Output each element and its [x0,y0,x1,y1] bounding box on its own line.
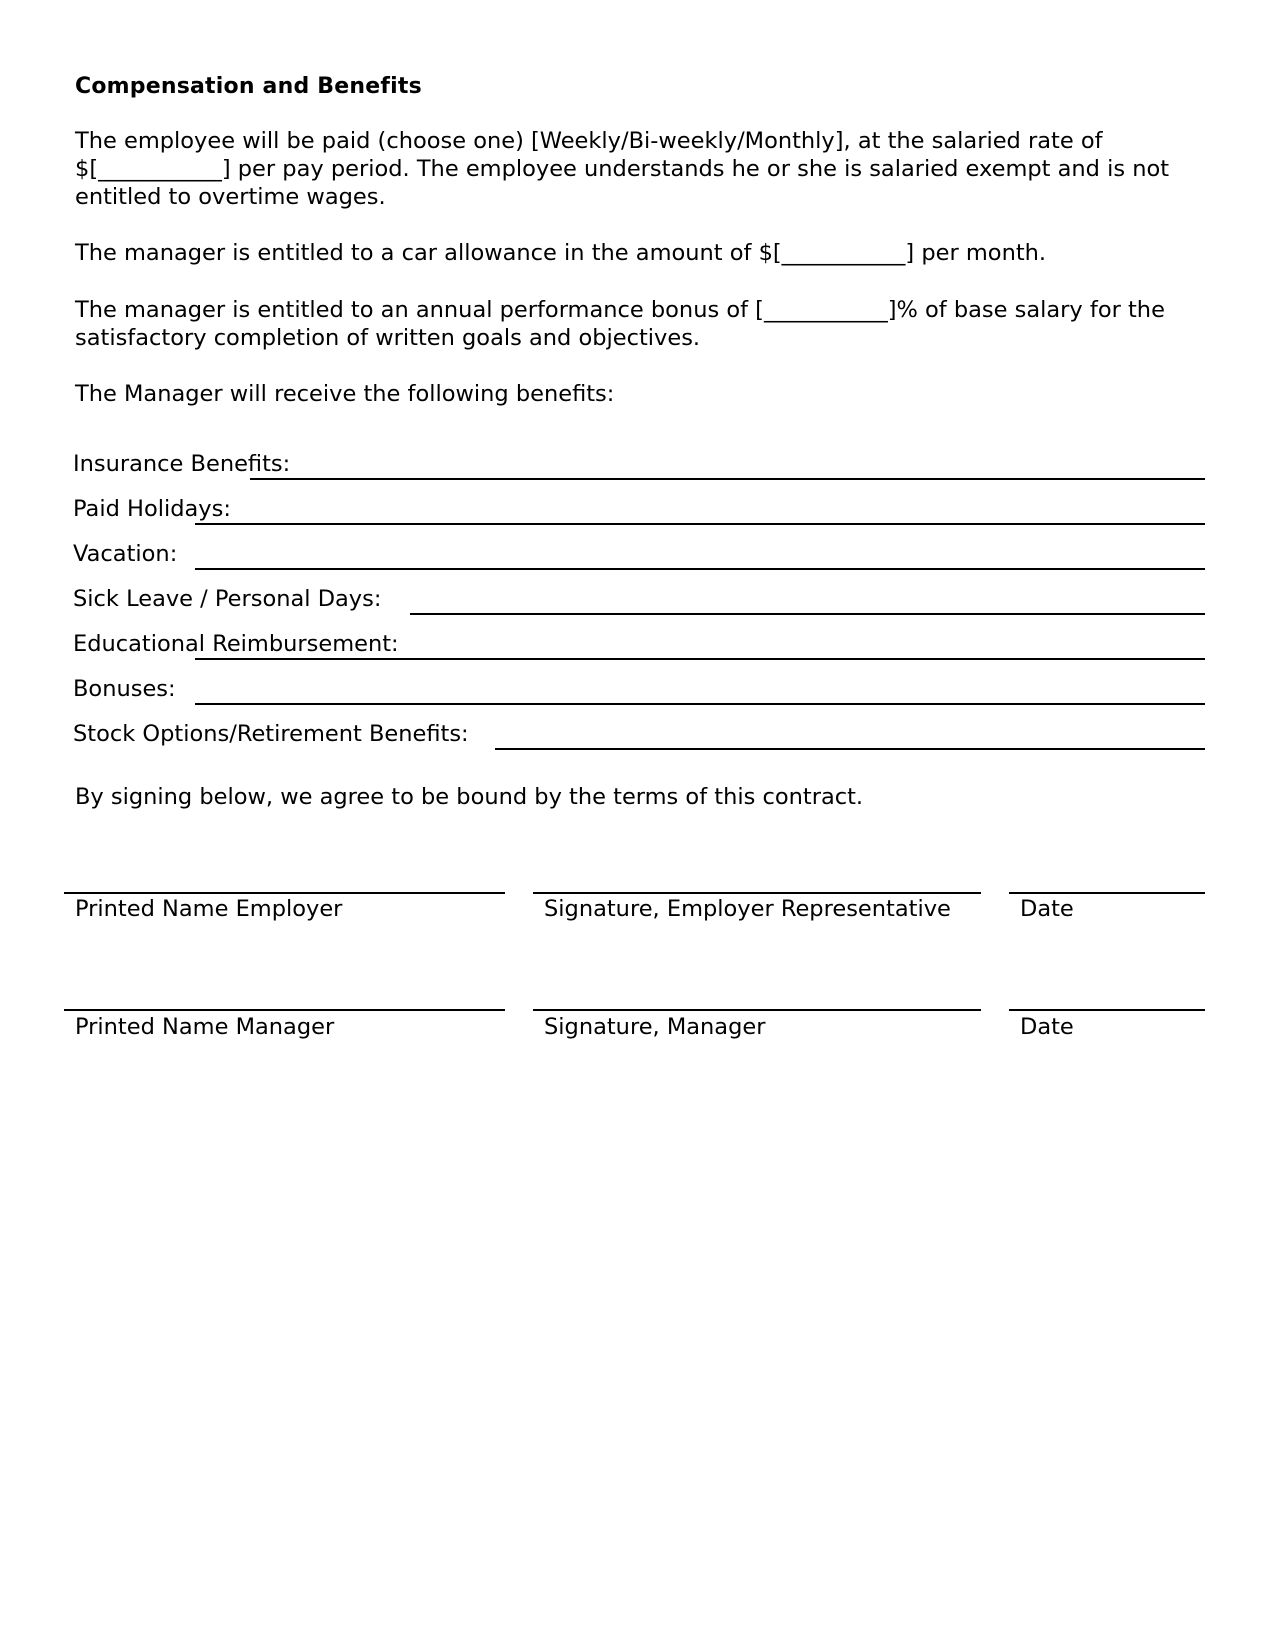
benefit-label-vacation: Vacation: [73,541,178,567]
benefit-line-sick-leave[interactable] [410,613,1205,615]
car-allowance-paragraph: The manager is entitled to a car allowance in the amount of $[___________] per month. [75,240,1047,266]
section-heading: Compensation and Benefits [75,74,422,99]
benefit-line-paid-holidays[interactable] [195,523,1205,525]
benefit-line-insurance[interactable] [250,478,1205,480]
employer-signature-label: Signature, Employer Representative [544,896,951,922]
pay-paragraph: The employee will be paid (choose one) [Weekly/Bi-weekly/Monthly], at the salaried rate of $[___________] per pay period. The employee understands he or she is salaried exempt and is not entitled to overtime wages. [75,128,1170,210]
benefit-line-vacation[interactable] [195,568,1205,570]
manager-date-line[interactable] [1009,1009,1205,1011]
benefit-label-sick-leave: Sick Leave / Personal Days: [73,586,382,612]
employer-printed-name-line[interactable] [64,892,505,894]
benefits-intro: The Manager will receive the following benefits: [75,381,615,407]
employer-printed-name-label: Printed Name Employer [75,896,343,922]
manager-printed-name-line[interactable] [64,1009,505,1011]
benefit-label-stock-options: Stock Options/Retirement Benefits: [73,721,469,747]
benefit-label-bonuses: Bonuses: [73,676,176,702]
employer-date-line[interactable] [1009,892,1205,894]
employer-signature-line[interactable] [533,892,981,894]
benefit-label-paid-holidays: Paid Holidays: [73,496,231,522]
benefit-line-stock-options[interactable] [495,748,1205,750]
manager-printed-name-label: Printed Name Manager [75,1014,335,1040]
benefit-line-bonuses[interactable] [195,703,1205,705]
benefit-label-educational: Educational Reimbursement: [73,631,399,657]
manager-signature-label: Signature, Manager [544,1014,766,1040]
benefit-label-insurance: Insurance Benefits: [73,451,291,477]
bonus-paragraph: The manager is entitled to an annual performance bonus of [___________]% of base salary for the satisfactory completion of written goals and objectives. [75,297,1165,351]
employer-date-label: Date [1020,896,1074,922]
manager-signature-line[interactable] [533,1009,981,1011]
agreement-statement: By signing below, we agree to be bound by the terms of this contract. [75,784,864,810]
manager-date-label: Date [1020,1014,1074,1040]
benefit-line-educational[interactable] [195,658,1205,660]
